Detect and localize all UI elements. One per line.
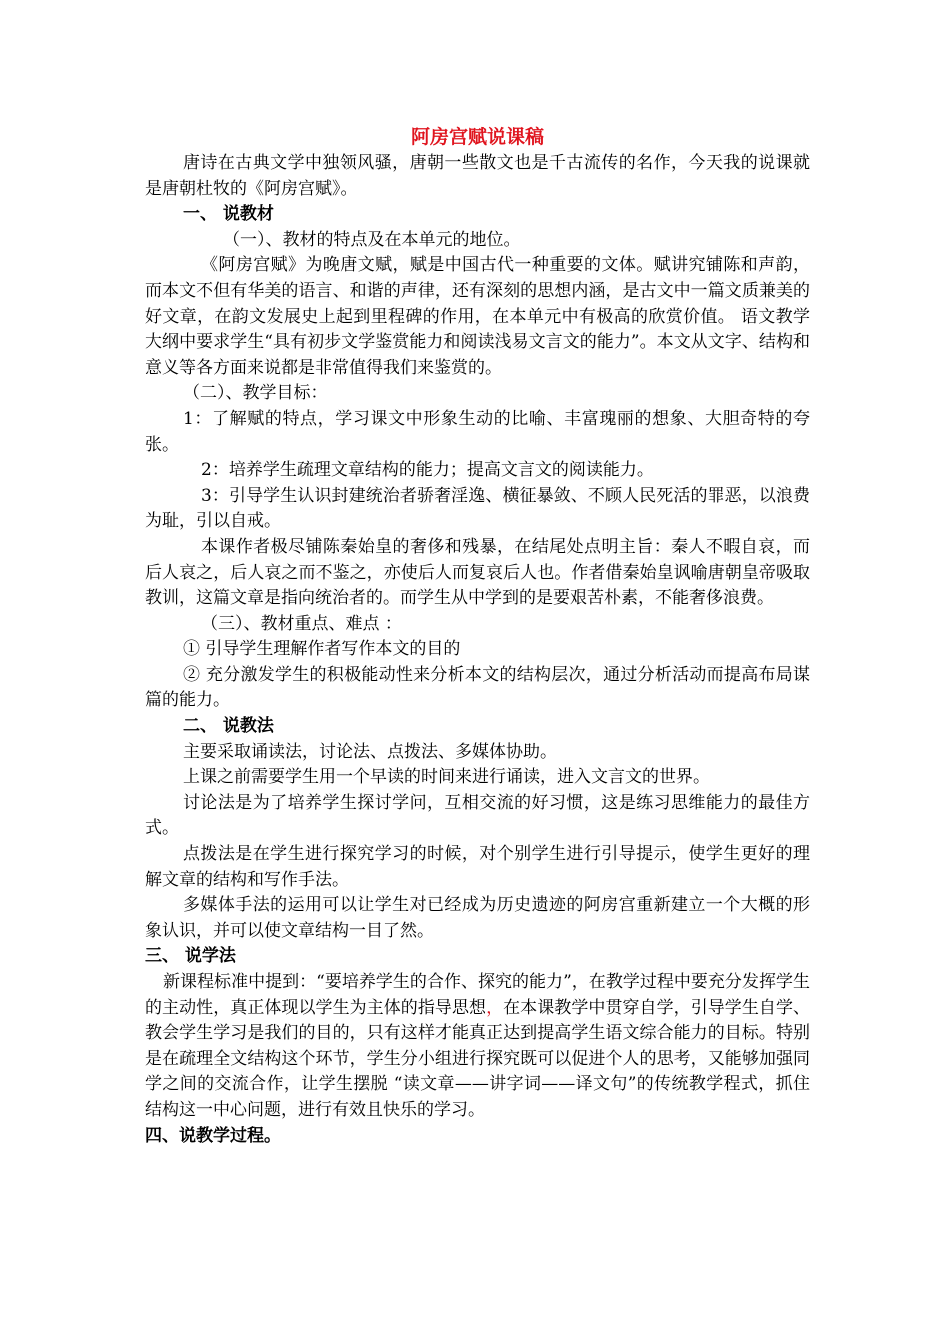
section-2-paragraph-2: 上课之前需要学生用一个早读的时间来进行诵读，进入文言文的世界。 [183, 767, 710, 788]
section-2-paragraph-1: 主要采取诵读法，讨论法、点拨法、多媒体协助。 [183, 741, 557, 762]
section-3-paragraph-1 [145, 970, 810, 1124]
key-point-2: ② 充分激发学生的积极能动性来分析本文的结构层次，通过分析活动而提高布局谋篇的能力。 [145, 664, 810, 711]
section-1-subheading-1: （一）、教材的特点及在本单元的地位。 [223, 229, 521, 250]
document-title: 阿房宫赋说课稿 [410, 126, 544, 148]
section-3-red-comma: ， [486, 997, 504, 1018]
section-1-subheading-2: （二）、教学目标： [183, 383, 328, 404]
intro-paragraph: 唐诗在古典文学中独领风骚，唐朝一些散文也是千古流传的名作，今天我的说课就是唐朝杜牧的《阿房宫赋》。 [145, 153, 810, 199]
section-4-heading: 四、说教学过程。 [145, 1125, 281, 1146]
section-1-heading: 一、 说教材 [183, 204, 274, 225]
section-3-text-a: 新课程标准中提到：“要培养学生的合作、探究的能力”，在教学过程中要充分发挥学生的主动性，真正体现以学生为主体的指导思想 [145, 972, 810, 1018]
section-1-subheading-3: （三）、教材重点、难点 ： [201, 613, 402, 634]
section-1-paragraph-1: 《阿房宫赋》为晚唐文赋，赋是中国古代一种重要的文体。赋讲究铺陈和声韵，而本文不但有华美的语言、和谐的声律，还有深刻的思想内涵，是古文中一篇文质兼美的好文章，在韵文发展史上起到里程碑的作用，在本单元中有极高的欣赏价值。 语文教学大纲中要求学生“具有初步文学鉴赏能力和阅读浅易文言文的能力”。本文从文字、结构和意义等各方面来说都是非常值得我们来鉴赏的。 [145, 255, 810, 378]
document-body [145, 124, 810, 1149]
teaching-goal-2: 2：培养学生疏理文章结构的能力；提高文言文的阅读能力。 [201, 460, 654, 481]
section-1-paragraph-2: 本课作者极尽铺陈秦始皇的奢侈和残暴，在结尾处点明主旨：秦人不暇自哀，而后人哀之，后人哀之而不鉴之，亦使后人而复哀后人也。作者借秦始皇讽喻唐朝皇帝吸取教训，这篇文章是指向统治者的。而学生从中学到的是要艰苦朴素，不能奢侈浪费。 [145, 536, 810, 609]
section-3-text-b: 在本课教学中贯穿自学，引导学生自学、教会学生学习是我们的目的，只有这样才能真正达到提高学生语文综合能力的目标。特别是在疏理全文结构这个环节，学生分小组进行探究既可以促进个人的思考，又能够加强同学之间的交流合作，让学生摆脱 “读文章——讲字词——译文句”的传统教学程式，抓住结构这一中心问题，进行有效且快乐的学习。 [145, 997, 811, 1120]
key-point-1: ① 引导学生理解作者写作本文的目的 [183, 639, 461, 660]
section-2-paragraph-5: 多媒体手法的运用可以让学生对已经成为历史遗迹的阿房宫重新建立一个大概的形象认识，并可以使文章结构一目了然。 [145, 895, 810, 941]
section-2-heading: 二、 说教法 [183, 716, 274, 737]
teaching-goal-1: 1：了解赋的特点，学习课文中形象生动的比喻、丰富瑰丽的想象、大胆奇特的夸张。 [145, 408, 810, 455]
section-2-paragraph-3: 讨论法是为了培养学生探讨学问，互相交流的好习惯，这是练习思维能力的最佳方式。 [145, 792, 810, 839]
section-2-paragraph-4: 点拨法是在学生进行探究学习的时候，对个别学生进行引导提示，使学生更好的理解文章的结构和写作手法。 [145, 844, 810, 890]
section-3-heading: 三、 说学法 [145, 946, 236, 967]
teaching-goal-3: 3：引导学生认识封建统治者骄奢淫逸、横征暴敛、不顾人民死活的罪恶，以浪费为耻，引以自戒。 [145, 485, 810, 532]
